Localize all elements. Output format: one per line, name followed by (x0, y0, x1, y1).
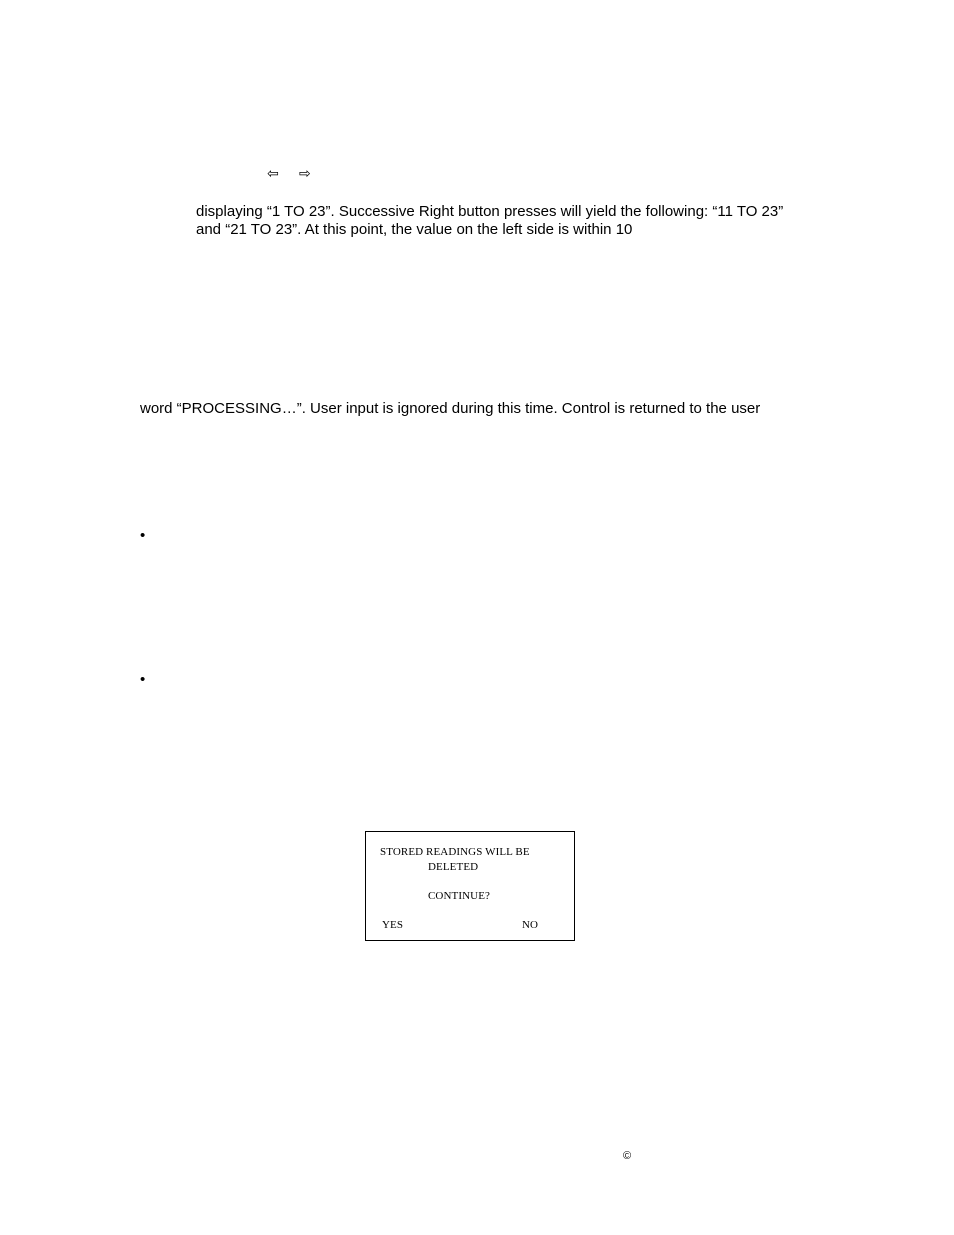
copyright-symbol: © (623, 1150, 632, 1162)
lcd-continue-prompt: CONTINUE? (428, 890, 490, 902)
lcd-no-option: NO (522, 919, 539, 931)
paragraph-line: displaying “1 TO 23”. Successive Right button presses will yield the following: “11 TO 23” (196, 203, 784, 220)
bullet-point: • (140, 671, 146, 688)
lcd-yes-option: YES (382, 919, 404, 931)
right-arrow-icon: ⇨ (299, 166, 311, 182)
bullet-point: • (140, 527, 146, 544)
left-arrow-icon: ⇦ (267, 166, 279, 182)
paragraph-line: and “21 TO 23”. At this point, the value on the left side is within 10 (196, 221, 633, 238)
lcd-screen-display (365, 831, 575, 941)
lcd-message-line: DELETED (428, 861, 479, 873)
paragraph-line: word “PROCESSING…”. User input is ignored during this time. Control is returned to the user (140, 400, 761, 417)
lcd-message-line: STORED READINGS WILL BE (380, 846, 530, 858)
